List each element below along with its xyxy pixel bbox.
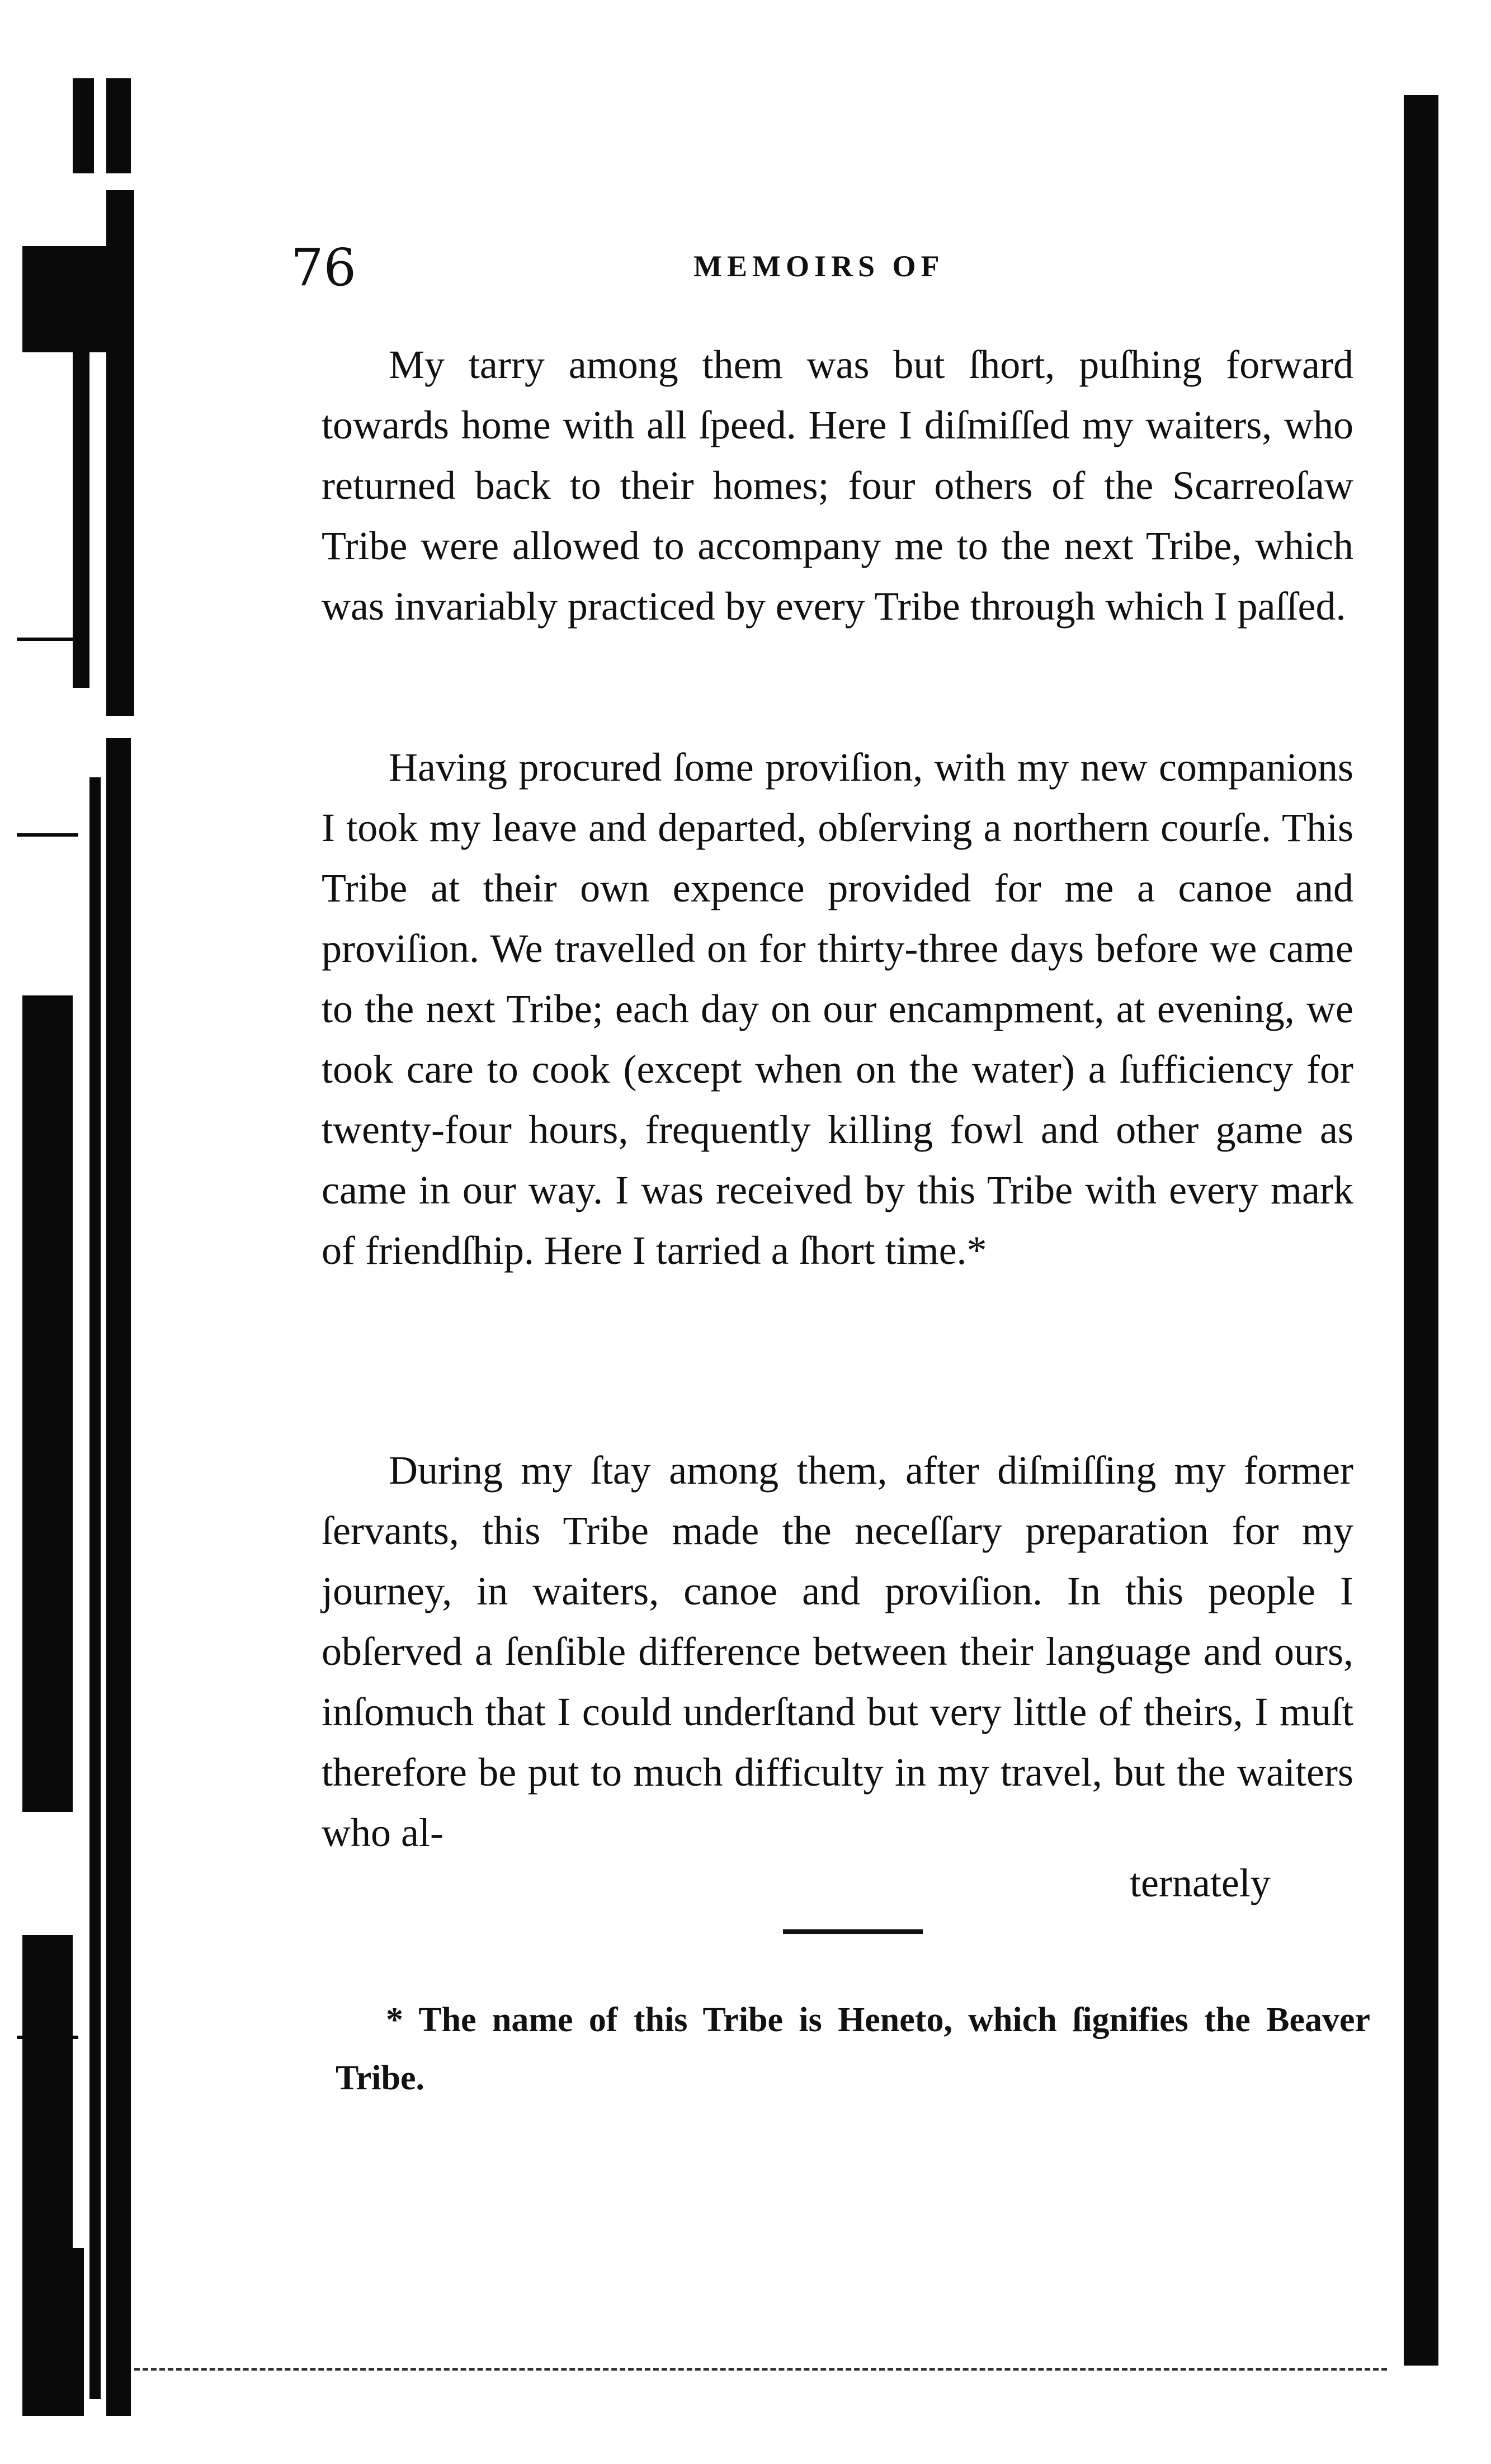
running-title: MEMOIRS OF (693, 249, 945, 283)
page-number: 76 (291, 238, 357, 298)
footnote-rule (783, 1929, 923, 1934)
paragraph: Having procured ſome proviſion, with my new companions I took my leave and departed, obſerving a northern courſe. This Tribe at their own expence provided for me a canoe and proviſion. We travelled on for thirty-three days before we came to the next Tribe; each day on our encampment, at evening, we took care to cook (except when on the water) a ſufficiency for twenty-four hours, frequently killing fowl and other game as came in our way. I was received by this Tribe with every mark of friendſhip. Here I tarried a ſhort time.* (322, 745, 1353, 1273)
catchword: ternately (1130, 1861, 1271, 1905)
running-head (291, 238, 1353, 298)
footnote: * The name of this Tribe is Heneto, which ſignifies the Beaver Tribe. (336, 2001, 1370, 2097)
paragraph: During my ſtay among them, after diſmiſſing my former ſervants, this Tribe made the neceſſary preparation for my journey, in waiters, canoe and proviſion. In this people I obſerved a ſenſible difference between their language and ours, inſomuch that I could underſtand but very little of theirs, I muſt therefore be put to much difficulty in my travel, but the waiters who al- (322, 1448, 1353, 1855)
paragraph: My tarry among them was but ſhort, puſhing forward towards home with all ſpeed. Here I diſmiſſed my waiters, who returned back to their homes; four others of the Scarreoſaw Tribe were allowed to accompany me to the next Tribe, which was invariably practiced by every Tribe through which I paſſed. (322, 342, 1353, 629)
